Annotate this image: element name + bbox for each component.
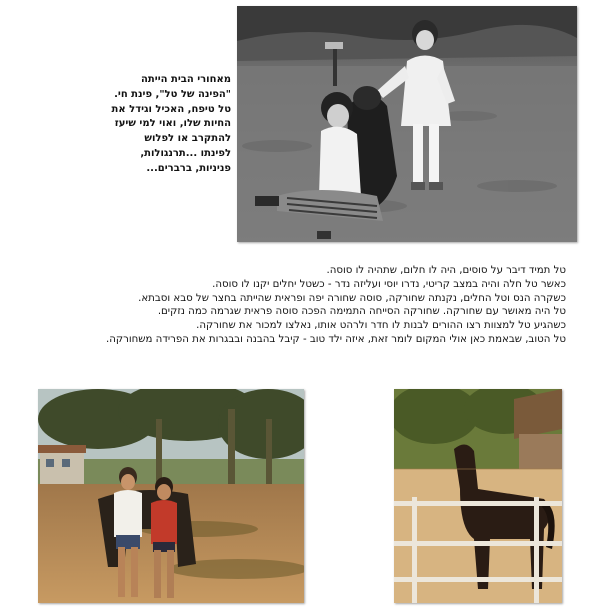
story-line: טל היה מאושר עם שחורקה. שחורקה הסייחה התמימה הפכה סוסה פראית שגרמה כמה נזקים. <box>157 306 566 318</box>
story-line: כשקרה הנס וטל החלים, נקנתה שחורקה, סוסה שחורה יפה ופראית שהייתה בחצר של סבא וסבתא. <box>138 292 566 304</box>
caption-line: "הפינה של טל", פינת חי. <box>114 88 231 100</box>
story-line: כשהגיע טל למצוות רצו ההורים לבנות לו חדר ולרהט אותו, נאלצו למכור את שחורקה. <box>196 320 566 332</box>
caption-line: להתקרב או לפלוש <box>144 133 231 145</box>
story-line: טל תמיד דיבר על סוסים, היה לו חלום, שתהיה לו סוסה. <box>326 265 566 276</box>
story-text <box>30 264 566 347</box>
story-line: טל הטוב, שבאמת כאן אולי המקום לומר זאת, איזה ילד טוב - קיבל בהבנה ובבגרות את הפרידה משחורקה. <box>105 333 566 345</box>
photo-children-with-dog <box>237 6 577 242</box>
photo-black-horse <box>394 389 562 603</box>
caption-line: מאחורי הבית הייתה <box>141 74 231 85</box>
caption-line: פניניות, ברברים... <box>146 162 231 174</box>
caption-line: החיות שלו, ואוי למי שיעז <box>114 118 231 130</box>
caption-line: טל טיפח, האכיל וגידל את <box>111 103 231 115</box>
photo-boys-with-horse <box>38 389 304 603</box>
caption-line: לפינתו ...תרנגולות, <box>140 147 231 159</box>
story-line: כאשר טל חלה והיה במצב קריטי, נדרו יוסי ועליזה נדר - כשטל יחלים יקנו לו סוסה. <box>212 278 566 290</box>
photo-caption <box>96 73 231 177</box>
